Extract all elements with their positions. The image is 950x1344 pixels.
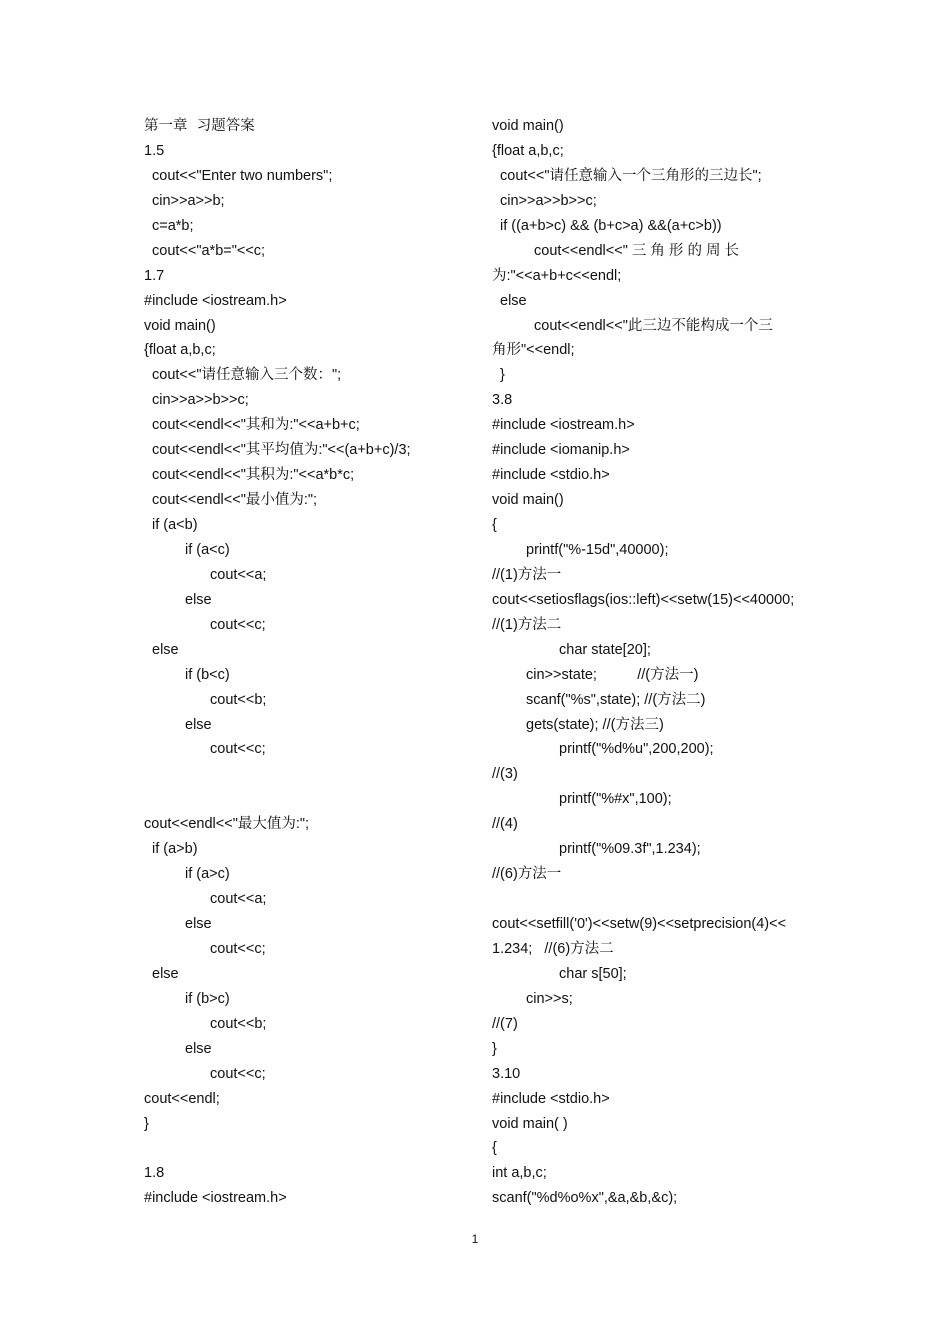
code-line: scanf("%s",state); //(方法二)	[526, 691, 706, 708]
code-line: void main()	[144, 317, 216, 334]
code-line: else	[185, 716, 212, 733]
code-line: else	[185, 1040, 212, 1057]
code-line: printf("%d%u",200,200);	[559, 741, 714, 758]
code-line: if (a>b)	[152, 841, 198, 858]
code-line: printf("%-15d",40000);	[526, 541, 669, 558]
code-line: if (a>c)	[185, 866, 230, 883]
code-line: 3.8	[492, 392, 513, 409]
code-line: else	[152, 965, 179, 982]
code-line: cout<<b;	[210, 691, 267, 708]
code-line: if (a<b)	[152, 517, 198, 533]
code-line: cout<<"Enter two numbers";	[152, 167, 333, 184]
code-line: cout<<c;	[210, 940, 266, 957]
code-line: cout<<setfill('0')<<setw(9)<<setprecision(4)<<	[492, 916, 787, 932]
code-line: #include <iostream.h>	[492, 417, 635, 434]
right-column	[492, 114, 812, 1211]
code-line: 3.10	[492, 1065, 521, 1082]
code-line: void main()	[492, 492, 564, 509]
code-line: #include <iostream.h>	[144, 1190, 287, 1207]
code-line: {	[492, 517, 497, 533]
code-line: cout<<endl<<"其和为:"<<a+b+c;	[152, 417, 360, 434]
code-line: if (b<c)	[185, 666, 230, 683]
code-line: cout<<endl<<"此三边不能构成一个三	[534, 317, 773, 334]
code-line: cout<<c;	[210, 741, 266, 758]
code-line: void main( )	[492, 1115, 568, 1132]
code-line: cout<<endl<<"其积为:"<<a*b*c;	[152, 467, 355, 484]
code-line: if (a<c)	[185, 541, 230, 558]
code-line: cout<<endl<<"最大值为:";	[144, 816, 310, 833]
code-line: int a,b,c;	[492, 1165, 547, 1182]
code-line: //(6)方法一	[492, 866, 562, 883]
code-line: 1.8	[144, 1165, 165, 1182]
code-line: cout<<b;	[210, 1015, 267, 1032]
code-line: cout<<a;	[210, 891, 267, 908]
code-line: scanf("%d%o%x",&a,&b,&c);	[492, 1190, 678, 1207]
code-line: {float a,b,c;	[492, 142, 564, 159]
code-line: c=a*b;	[152, 217, 194, 234]
code-line: 1.5	[144, 142, 165, 159]
code-line: else	[152, 641, 179, 658]
code-line: #include <stdio.h>	[492, 1090, 610, 1107]
code-line: cout<<a;	[210, 566, 267, 583]
code-line: cout<<endl<<"其平均值为:"<<(a+b+c)/3;	[152, 442, 411, 459]
code-line: char state[20];	[559, 641, 651, 658]
page-number: 1	[471, 1232, 479, 1246]
code-line: cout<<c;	[210, 1065, 266, 1082]
code-line: {float a,b,c;	[144, 342, 216, 359]
code-line: cin>>a>>b>>c;	[500, 192, 597, 209]
code-line: cout<<endl<<"最小值为:";	[152, 492, 318, 509]
code-line: 1.234; //(6)方法二	[492, 940, 614, 957]
code-line: printf("%#x",100);	[559, 791, 672, 808]
code-line: if ((a+b>c) && (b+c>a) &&(a+c>b))	[500, 217, 722, 234]
code-line: #include <stdio.h>	[492, 467, 610, 484]
code-line: cin>>state; //(方法一)	[526, 666, 699, 683]
code-line: void main()	[492, 118, 564, 134]
code-line: cout<<endl<<" 三 角 形 的 周 长	[534, 242, 740, 259]
code-line	[144, 1136, 464, 1161]
code-line: if (b>c)	[185, 990, 230, 1007]
code-line: cout<<"请任意输入三个数：";	[152, 367, 342, 384]
code-line: 1.7	[144, 267, 165, 284]
code-line: 第一章 习题答案	[144, 118, 255, 134]
code-line	[144, 787, 464, 812]
code-line: cout<<endl;	[144, 1090, 220, 1107]
code-line: //(1)方法一	[492, 566, 562, 583]
code-line: //(4)	[492, 816, 518, 833]
code-line: else	[185, 916, 212, 932]
code-line: //(7)	[492, 1015, 518, 1032]
code-line: cout<<"a*b="<<c;	[152, 242, 266, 259]
code-line: //(3)	[492, 766, 518, 783]
code-line: cout<<"请任意输入一个三角形的三边长";	[500, 167, 762, 184]
code-line: 角形"<<endl;	[492, 342, 575, 359]
code-line: {	[492, 1140, 497, 1157]
code-line: cout<<c;	[210, 616, 266, 633]
code-line: else	[500, 292, 527, 309]
code-line: #include <iostream.h>	[144, 292, 287, 309]
code-line: else	[185, 591, 212, 608]
left-column	[144, 114, 464, 1211]
code-line: }	[492, 1040, 497, 1057]
code-line: }	[144, 1115, 149, 1132]
code-line: 为:"<<a+b+c<<endl;	[492, 267, 622, 284]
code-line: #include <iomanip.h>	[492, 442, 630, 459]
code-line	[492, 887, 812, 912]
code-line: char s[50];	[559, 965, 627, 982]
code-line: cout<<setiosflags(ios::left)<<setw(15)<<40000;	[492, 591, 795, 608]
code-line: cin>>a>>b>>c;	[152, 392, 249, 409]
code-line: //(1)方法二	[492, 616, 562, 633]
code-line: cin>>s;	[526, 990, 573, 1007]
code-line	[144, 762, 464, 787]
code-line: gets(state); //(方法三)	[526, 716, 664, 733]
code-line: }	[500, 367, 505, 384]
code-line: printf("%09.3f",1.234);	[559, 841, 701, 858]
code-line: cin>>a>>b;	[152, 192, 225, 209]
